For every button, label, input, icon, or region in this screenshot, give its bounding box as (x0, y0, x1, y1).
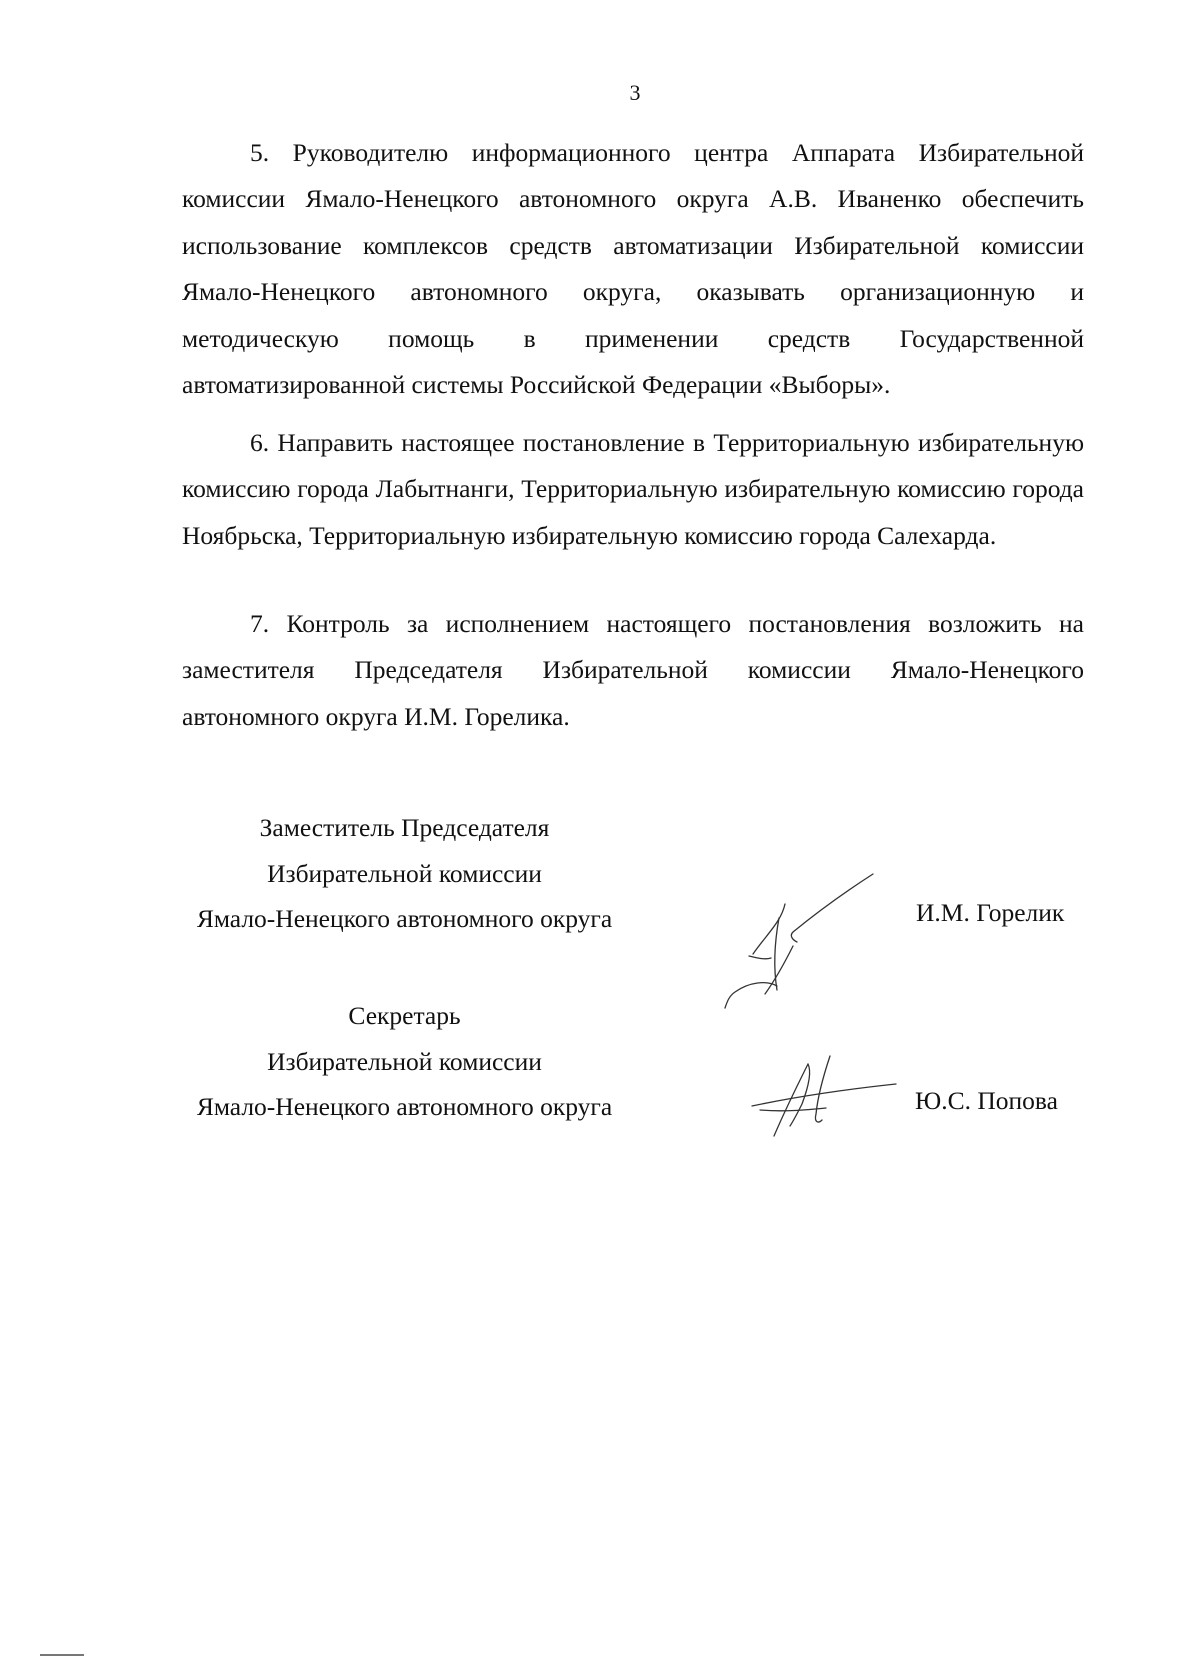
secretary-title-block (182, 993, 627, 1130)
signatory-region: Ямало-Ненецкого автономного округа (196, 1092, 613, 1121)
paragraph-7: 7. Контроль за исполнением настоящего постановления возложить на заместителя Председателя Избирательной комиссии Ямало-Ненецкого автономного округа И.М. Горелика. (182, 609, 1084, 731)
signature-popova (750, 1050, 910, 1140)
signatory-name-gorelik: И.М. Горелик (916, 898, 1065, 927)
signature-gorelik (705, 862, 885, 1022)
signatory-name-popova: Ю.С. Попова (915, 1086, 1058, 1115)
scan-corner-mark (40, 1654, 84, 1656)
signatory-organization: Избирательной комиссии (267, 1046, 542, 1076)
signatory-region: Ямало-Ненецкого автономного округа (196, 904, 613, 933)
signatory-position: Секретарь (348, 1001, 461, 1030)
paragraph-6: 6. Направить настоящее постановление в Территориальную избирательную комиссию города Лабытнанги, Территориальную избирательную комиссию города Ноябрьска, Территориальную избирательную комиссию города Салехарда. (182, 428, 1084, 550)
signatory-position: Заместитель Председателя (259, 813, 550, 842)
paragraph-5: 5. Руководителю информационного центра Аппарата Избирательной комиссии Ямало-Ненецкого автономного округа А.В. Иваненко обеспечить использование комплексов средств автоматизации Избирательной комиссии Ямало-Ненецкого автономного округа, оказывать организационную и методическую помощь в применении средств Государственной автоматизированной системы Российской Федерации «Выборы». (182, 138, 1084, 400)
deputy-chairman-title-block (182, 805, 627, 942)
signatory-organization: Избирательной комиссии (267, 858, 542, 888)
page-number: 3 (629, 80, 641, 105)
